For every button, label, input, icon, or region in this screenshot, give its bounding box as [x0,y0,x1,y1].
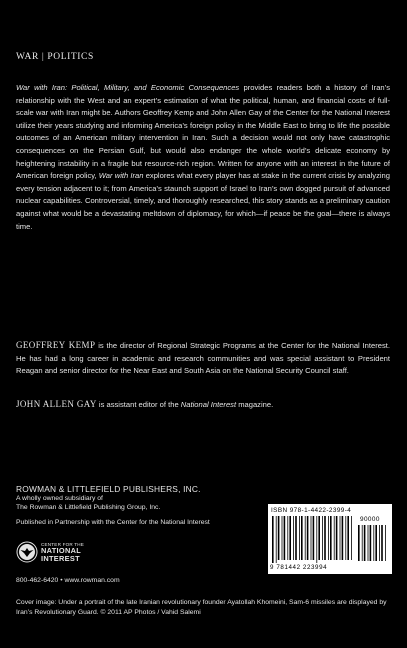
barcode-bar [299,516,300,560]
supplement-barcode-bars [358,525,388,564]
barcode-bar [324,516,326,560]
barcode-bar [368,525,369,561]
author-bio-kemp [16,339,390,378]
publisher-block [16,484,201,512]
logo-line-interest: INTEREST [41,553,80,563]
barcode-bar [305,516,306,560]
category-label: WAR | POLITICS [16,52,94,62]
author-bio-text-gay: is assistant editor of the [96,400,181,409]
author-bio-text-gay-end: magazine. [236,400,274,409]
barcode-bar [370,525,372,561]
barcode-bar [272,516,274,563]
barcode-bar [295,516,297,560]
author-bio-text-kemp: is the director of Regional Strategic Programs at the Center for the National Interest. He has had a long career in academic and research communities and was special assistant to President Reagan and senior director for the Near East and South Asia on the National Security Council staff. [16,341,390,376]
publisher-subsidiary-line: A wholly owned subsidiary of [16,495,103,502]
cover-image-credit: Cover image: Under a portrait of the late Iranian revolutionary founder Ayatollah Khomeini, Sam-6 missiles are displayed by Iran’s Revolutionary Guard. © 2011 AP Photos / Vahid Salemi [16,599,387,616]
partnership-note: Published in Partnership with the Center for the National Interest [16,519,210,526]
logo-caption: CENTER FOR THE [41,541,85,547]
book-short-title: War with Iran [98,171,144,181]
barcode-bar [379,525,380,561]
barcode-bar [328,516,329,560]
barcode-bar [347,516,349,560]
publisher-contact: 800-462-6420 • www.rowman.com [16,577,120,584]
barcode-bar [364,525,366,561]
barcode-bar [282,516,283,560]
barcode-bar [276,516,277,563]
isbn-barcode [268,504,392,574]
barcode-bar [311,516,312,560]
barcode-bar [336,516,338,560]
barcode-bar [284,516,286,560]
barcode-bar [342,516,344,560]
barcode-bar [375,525,377,561]
barcode-bar [345,516,346,560]
barcode-bar [373,525,374,561]
barcode-bar [301,516,303,560]
barcode-bar [316,516,317,563]
barcode-bar [318,516,320,560]
author-name-kemp: GEOFFREY KEMP [16,340,96,350]
barcode-bar [330,516,332,560]
author-name-gay: JOHN ALLEN GAY [16,399,97,409]
barcode-bar [351,516,352,560]
barcode-bar [287,516,288,560]
ean-barcode-bars [272,516,354,564]
price-code: 90000 [360,516,380,523]
barcode-bar [334,516,335,560]
isbn-number: ISBN 978-1-4422-2399-4 [271,507,352,514]
barcode-bar [293,516,294,560]
barcode-bar [278,516,280,560]
barcode-bar [307,516,309,560]
magazine-name: National Interest [180,400,237,409]
book-description [16,82,390,233]
description-text-2: explores what every player has at stake in the current crisis by analyzing every tension adjacent to it; from America’s staunch support of Israel to Iran’s own dogged pursuit of advanced nuclear capabilities. Controversial, timely, and thoroughly researched, this story stands as a preliminary caution against what would be a devastating meltdown of diplomacy, for which—if peace be the goal—there is always time. [16,171,390,231]
barcode-bar [313,516,315,560]
barcode-bar [385,525,386,561]
description-text-1: provides readers both a history of Iran’s relationship with the West and an expert’s estimation of what the political, human, and financial costs of full-scale war with Iran might be. Authors Geoffrey Kemp and John Allen Gay of the Center for the National Interest utilize their years studying and informing America’s foreign policy in the Middle East to bring to life the possible outcomes of an American military intervention in Iran. Such a decision would not only have catastrophic consequences on the Persian Gulf, but would also endanger the whole world’s delicate economy by heightening instability in a fragile but resource-rich region. Written for anyone with an interest in the future of American foreign policy, [16,83,390,181]
barcode-bar [358,525,360,561]
author-bio-gay [16,398,390,412]
ean-digits: 9 781442 223994 [270,564,328,571]
logo-line-national: NATIONAL [41,545,82,555]
barcode-bar [381,525,383,561]
publisher-name: ROWMAN & LITTLEFIELD PUBLISHERS, INC. [16,484,201,494]
book-title: War with Iran: Political, Military, and Economic Consequences [16,83,240,92]
barcode-bar [340,516,341,560]
barcode-bar [289,516,291,560]
barcode-bar [362,525,363,561]
publisher-parent-line: The Rowman & Littlefield Publishing Group, Inc. [16,504,161,511]
eagle-seal-icon [16,541,38,563]
barcode-bar [322,516,323,560]
national-interest-logo [16,536,96,568]
